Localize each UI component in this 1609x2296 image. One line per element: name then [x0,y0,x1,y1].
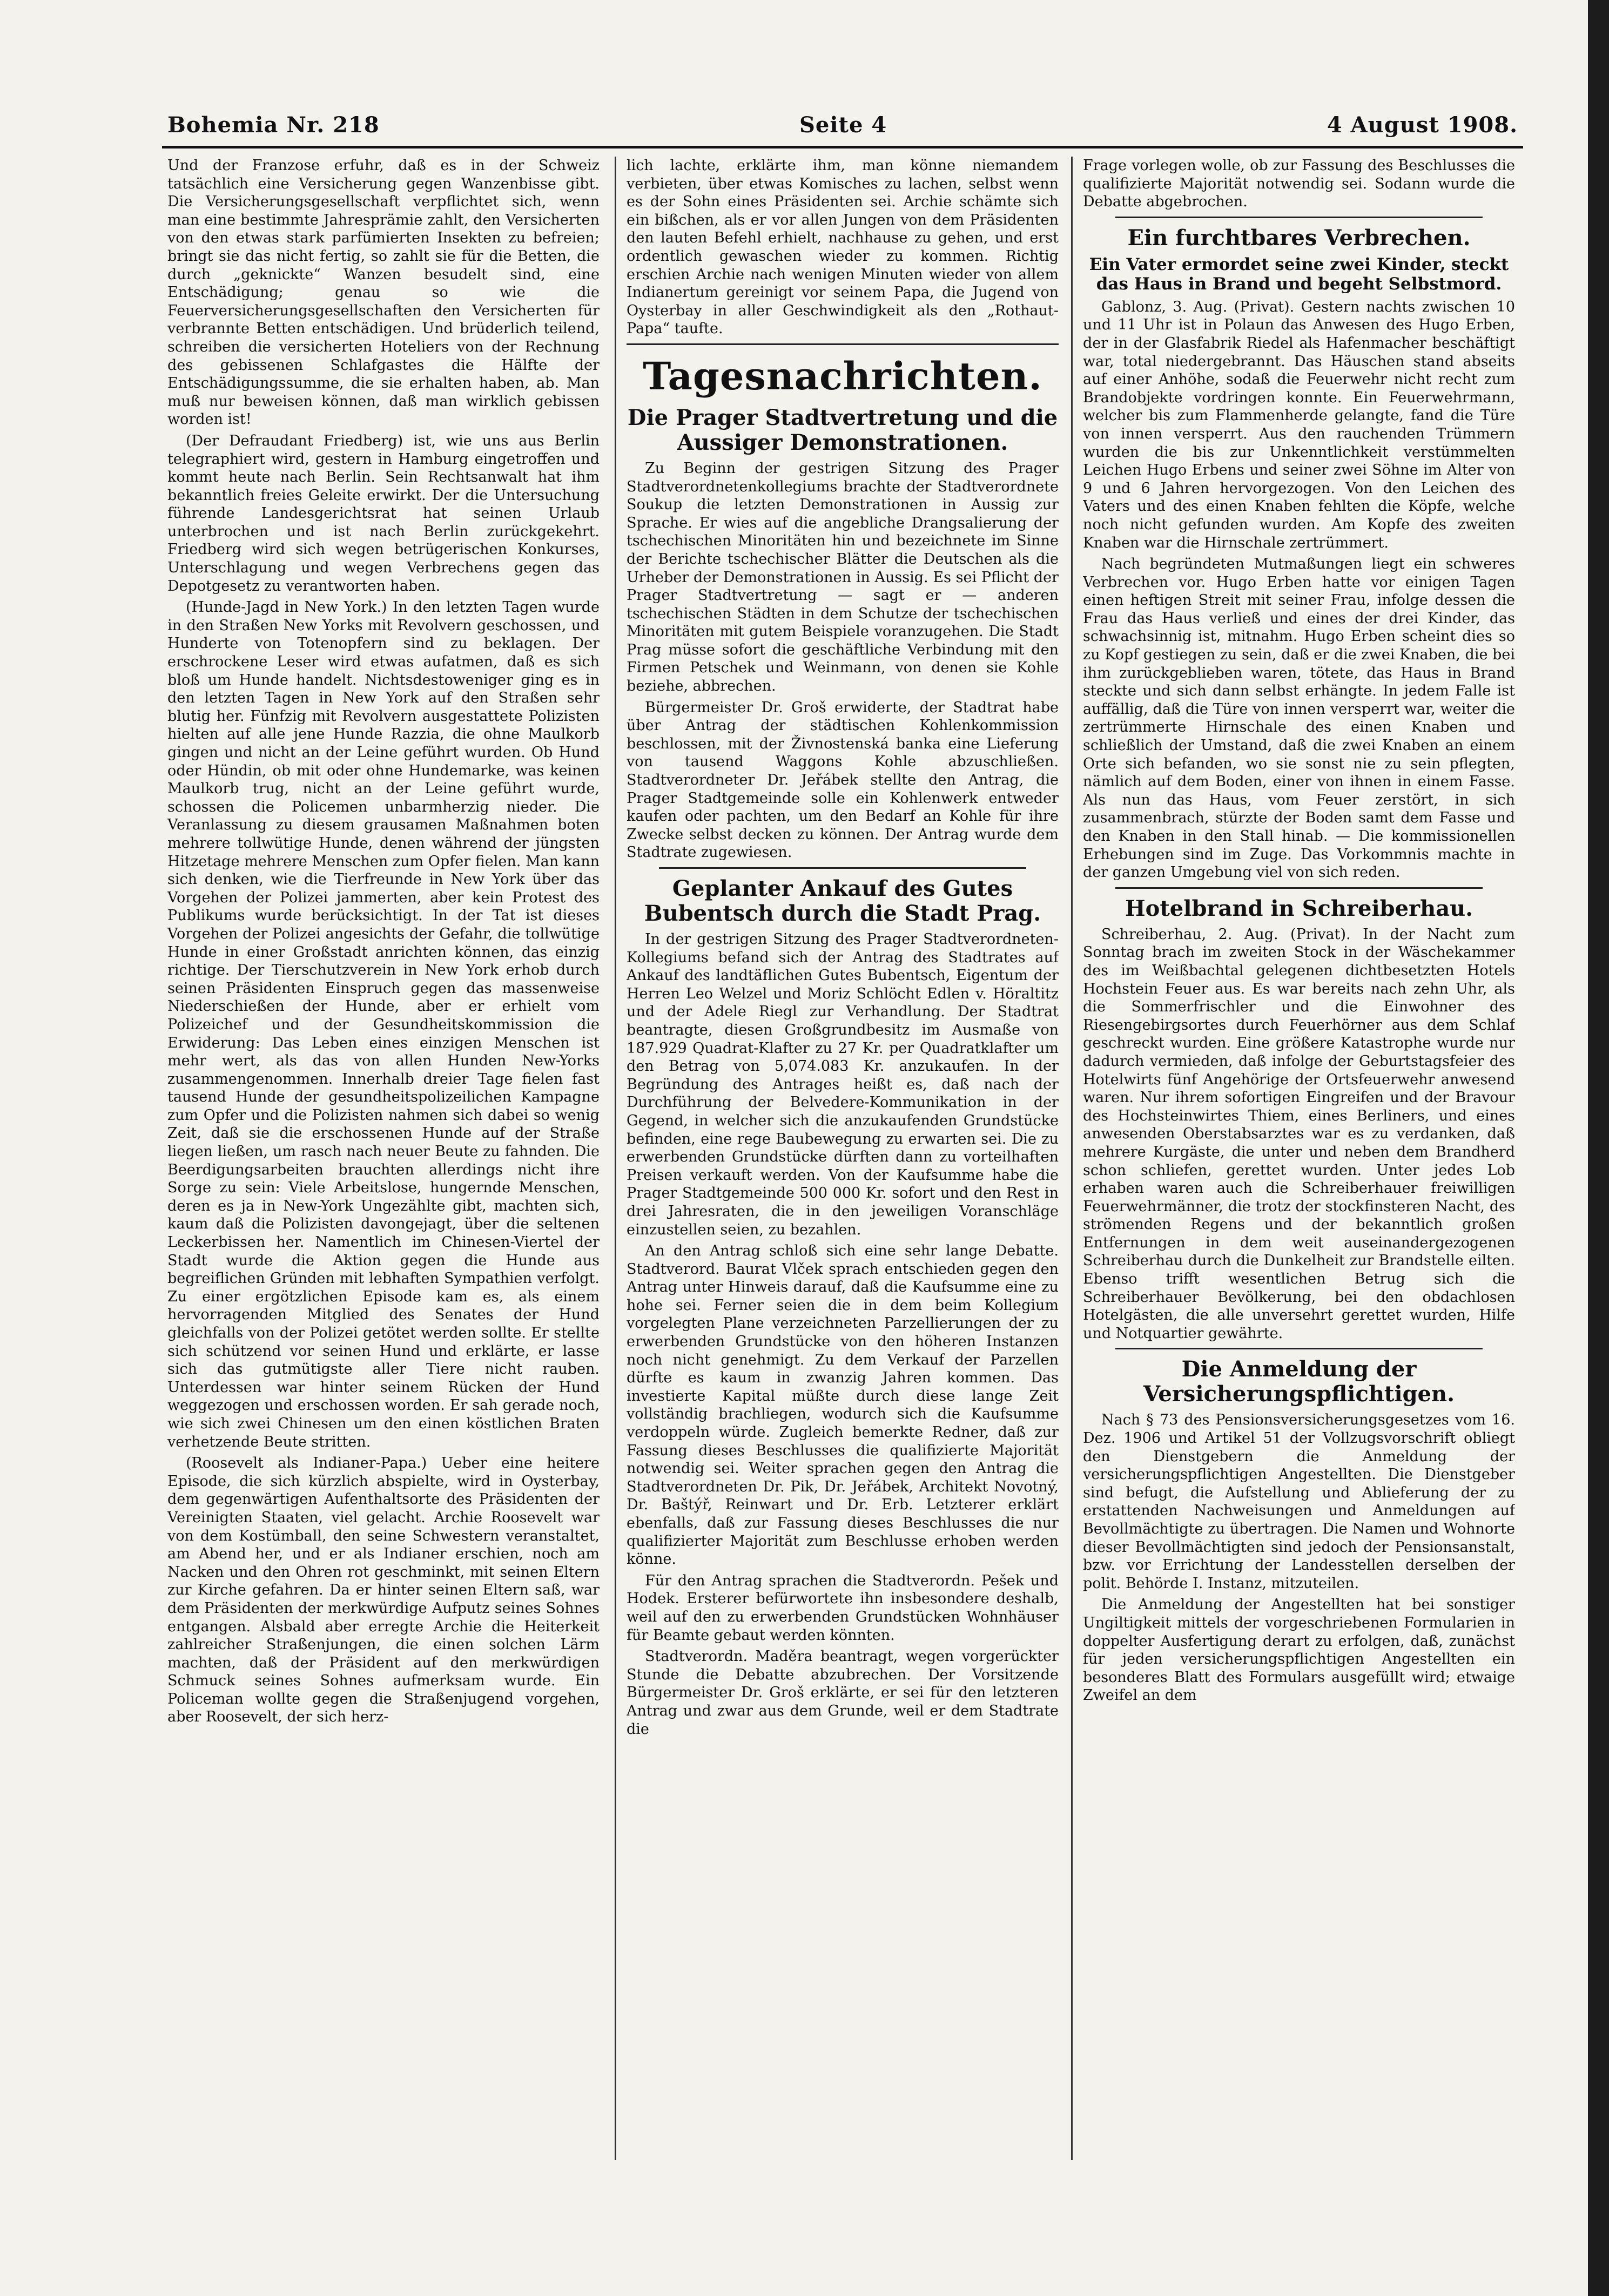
column-divider [1071,157,1073,2160]
article-paragraph: lich lachte, erklärte ihm, man könne niemandem verbieten, über etwas Komisches zu lachen, selbst wenn es der Sohn eines Präsidenten sei. Archie schämte sich ein bißchen, als er vor allen Jungen von dem Präsidenten den lauten Befehl erhielt, nachhause zu gehen, und erst ordentlich gewaschen wieder zu kommen. Richtig erschien Archie nach wenigen Minuten wieder von allem Indianertum gereinigt vor seinem Papa, die Jugend von Oysterbay in aller Geschwindigkeit als den „Rothaut-Papa“ taufte. [627,157,1059,337]
article-paragraph: (Der Defraudant Friedberg) ist, wie uns aus Berlin telegraphiert wird, gestern in Hamburg eingetroffen und kommt heute nach Berlin. Sein Rechtsanwalt hat ihm bekanntlich freies Geleite erwirkt. Der die Untersuchung führende Landesgerichtsrat hat seinen Urlaub unterbrochen und ist nach Berlin zurückgekehrt. Friedberg wird sich wegen betrügerischen Konkurses, Unterschlagung und wegen Verbrechens gegen das Depotgesetz zu verantworten haben. [167,432,600,595]
article-paragraph: Für den Antrag sprachen die Stadtverordn. Pešek und Hodek. Ersterer befürwortete ihn insbesondere deshalb, weil auf den zu erwerbenden Grundstücken Wohnhäuser für Beamte gebaut werden könnten. [627,1572,1059,1644]
article-paragraph: Stadtverordn. Maděra beantragt, wegen vorgerückter Stunde die Debatte abzubrechen. Der Vorsitzende Bürgermeister Dr. Groš erklärte, er sei für den letzteren Antrag und zwar aus dem Grunde, weil er dem Stadtrate die [627,1648,1059,1738]
article-rule [659,867,1026,869]
column-divider [615,157,616,2160]
article-paragraph: (Hunde-Jagd in New York.) In den letzten Tagen wurde in den Straßen New Yorks mit Revolvern geschossen, und Hunderte von Totenopfern sind zu beklagen. Der erschrockene Leser wird etwas aufatmen, daß es sich bloß um Hunde handelt. Nichtsdestoweniger ging es in den letzten Tagen in New York auf den Straßen sehr blutig her. Fünfzig mit Revolvern ausgestattete Polizisten hielten auf alle jene Hunde Razzia, die ohne Maulkorb gingen und nicht an der Leine geführt wurden. Ob Hund oder Hündin, ob mit oder ohne Hundemarke, was keinen Maulkorb trug, nicht an der Leine geführt wurde, schossen die Policemen unbarmherzig nieder. Die Veranlassung zu diesem grausamen Maßnahmen boten mehrere tollwütige Hunde, denen während der jüngsten Hitzetage mehrere Menschen zum Opfer fielen. Man kann sich denken, wie die Tierfreunde in New York über das Vorgehen der Polizei jammerten, aber kein Protest des Publikums wurde berücksichtigt. In der Tat ist dieses Vorgehen der Polizei angesichts der Gefahr, die tollwütige Hunde in einer Großstadt anrichten können, das einzig richtige. Der Tierschutzverein in New York erhob durch seinen Präsidenten Einspruch gegen das massenweise Niederschießen der Hunde, aber er erhielt vom Polizeichef und der Gesundheitskommission die Erwiderung: Das Leben eines einzigen Menschen ist mehr wert, als das von allen Hunden New-Yorks zusammengenommen. Innerhalb dreier Tage fielen fast tausend Hunde der gesundheitspolizeilichen Kampagne zum Opfer und die Polizisten nahmen sich dabei so wenig Zeit, daß sie die erschossenen Hunde auf der Straße liegen ließen, um rasch nach neuer Beute zu fahnden. Die Beerdigungsarbeiten brauchten allerdings nicht ihre Sorge zu sein: Viele Arbeitslose, hungernde Menschen, deren es ja in New-York Ungezählte gibt, machten sich, kaum daß die Polizisten davongejagt, über die seltenen Leckerbissen her. Namentlich im Chinesen-Viertel der Stadt wurde die Aktion gegen die Hunde aus begreiflichen Gründen mit lebhaften Sympathien verfolgt. Zu einer ergötzlichen Episode kam es, als einem hervorragenden Mitglied des Senates der Hund gleichfalls von der Polizei getötet werden sollte. Er stellte sich schützend vor seinen Hund und erklärte, er lasse sich das gutmütigste aller Tiere nicht rauben. Unterdessen war hinter seinem Rücken der Hund weggezogen und erschossen worden. Er sah gerade noch, wie sich zwei Chinesen um den einen köstlichen Braten verhetzende Beute stritten. [167,599,600,1450]
article-headline: Geplanter Ankauf des Gutes Bubentsch durch die Stadt Prag. [644,876,1041,926]
section-title: Tagesnachrichten. [643,353,1042,399]
article-paragraph: Und der Franzose erfuhr, daß es in der Schweiz tatsächlich eine Versicherung gegen Wanzenbisse gibt. Die Versicherungsgesellschaft verpflichtet sich, wenn man eine bestimmte Jahresprämie zahlt, den Versicherten von den etwas stark parfümierten Insekten zu befreien; bringt sie das nicht fertig, so zahlt sie für die Betten, die durch „geknickte“ Wanzen besudelt sind, eine Entschädigung; genau so wie die Feuerversicherungsgesellschaften den Versicherten für verbrannte Betten entschädigen. Und brüderlich teilend, schreiben die versicherten Hoteliers von der Rechnung des gebissenen Schlafgastes die Hälfte der Entschädigungssumme, die sie erhalten haben, ab. Man muß nur beweisen können, daß man wirklich gebissen worden ist! [167,157,600,428]
article-paragraph: An den Antrag schloß sich eine sehr lange Debatte. Stadtverord. Baurat Vlček sprach entschieden gegen den Antrag unter Hinweis darauf, daß die Kaufsumme eine zu hohe sei. Ferner seien die in dem beim Kollegium vorgelegten Plane verzeichneten Parzellierungen der zu erwerbenden Grundstücke von den höheren Instanzen noch nicht genehmigt. Zu dem Verkauf der Parzellen dürfte es kaum in zwanzig Jahren kommen. Das investierte Kapital müßte durch diese lange Zeit vollständig brachliegen, wodurch sich die Kaufsumme verdoppeln würde. Zugleich bemerkte Redner, daß zur Fassung dieses Beschlusses die qualifizierte Majorität notwendig sei. Weiter sprachen gegen den Antrag die Stadtverordneten Dr. Pik, Dr. Jeřábek, Architekt Novotný, Dr. Baštýř, Reinwart und Dr. Erb. Letzterer erklärt ebenfalls, daß zur Fassung dieses Beschlusses die nur qualifizierter Majorität zum Beschlusse erhoben werden könne. [627,1242,1059,1568]
issue-date: 4 August 1908. [1327,112,1518,138]
masthead-issue: Bohemia Nr. 218 [167,112,380,138]
section-rule [627,343,1059,345]
column-3 [1083,157,1515,2160]
article-headline: Hotelbrand in Schreiberhau. [1125,895,1473,921]
header-rule [162,146,1523,148]
article-rule [1115,887,1483,889]
article-paragraph: Zu Beginn der gestrigen Sitzung des Prager Stadtverordnetenkollegiums brachte der Stadtverordnete Soukup die letzten Demonstrationen in Aussig zur Sprache. Er wies auf die angebliche Drangsalierung der tschechischen Minoritäten hin und bezeichnete im Sinne der Berichte tschechischer Blätter die Deutschen als die Urheber der Demonstrationen in Aussig. Es sei Pflicht der Prager Stadtvertretung — sagt er — anderen tschechischen Städten in dem Schutze der tschechischen Minoritäten mit gutem Beispiele voranzugehen. Die Stadt Prag müsse sofort die geschäftliche Verbindung mit den Firmen Petschek und Weinmann, von denen sie Kohle beziehe, abbrechen. [627,460,1059,695]
article-paragraph: Nach § 73 des Pensionsversicherungsgesetzes vom 16. Dez. 1906 und Artikel 51 der Vollzugsvorschrift obliegt den Dienstgebern die Anmeldung der versicherungspflichtigen Angestellten. Die Dienstgeber sind befugt, die Aufstellung und Ablieferung der zu erstattenden Nachweisungen und Anmeldungen auf Bevollmächtigte zu übertragen. Die Namen und Wohnorte dieser Bevollmächtigten sind jedoch der Pensionsanstalt, bzw. vor Errichtung der Landesstellen derselben der polit. Behörde I. Instanz, mitzuteilen. [1083,1412,1515,1592]
page-header [167,112,1518,145]
article-paragraph: Gablonz, 3. Aug. (Privat). Gestern nachts zwischen 10 und 11 Uhr ist in Polaun das Anwesen des Hugo Erben, der in der Glasfabrik Riedel als Hafenmacher beschäftigt war, total niedergebrannt. Das Häuschen stand abseits auf einer Anhöhe, sodaß die Feuerwehr nicht recht zum Brandobjekte vordringen konnte. Ein Feuerwehrmann, welcher bis zum Flammenherde gelangte, fand die Türe von innen versperrt. Aus den rauchenden Trümmern wurden die bis zur Unkenntlichkeit verstümmelten Leichen Hugo Erbens und seiner zwei Söhne im Alter von 9 und 6 Jahren hervorgezogen. Von den Leichen des Vaters und des einen Knaben fehlten die Köpfe, welche noch nicht gefunden wurden. Am Kopfe des zweiten Knaben war die Hirnschale zertrümmert. [1083,298,1515,551]
column-1 [167,157,600,2160]
article-paragraph: In der gestrigen Sitzung des Prager Stadtverordneten-Kollegiums befand sich der Antrag des Stadtrates auf Ankauf des landtäflichen Gutes Bubentsch, Eigentum der Herren Leo Welzel und Moriz Schlöcht Edlen v. Höraltitz und der Adele Riegl zur Verhandlung. Der Stadtrat beantragte, diesen Großgrundbesitz im Ausmaße von 187.929 Quadrat-Klafter zu 27 Kr. per Quadratklafter um den Betrag von 5,074.083 Kr. anzukaufen. In der Begründung des Antrages heißt es, daß nach der Durchführung der Belvedere-Kommunikation in der Gegend, in welcher sich die anzukaufenden Grundstücke befinden, eine rege Baubewegung zu erwarten sei. Die zu erwerbenden Grundstücke dürften dann zu vorteilhaften Preisen verkauft werden. Von der Kaufsumme habe die Prager Stadtgemeinde 500 000 Kr. sofort und den Rest in drei Jahresraten, die in den jeweiligen Voranschläge einzustellen seien, zu bezahlen. [627,931,1059,1238]
column-2 [627,157,1059,2160]
article-paragraph: (Roosevelt als Indianer-Papa.) Ueber eine heitere Episode, die sich kürzlich abspielte, wird in Oysterbay, dem gegenwärtigen Aufenthaltsorte des Präsidenten der Vereinigten Staaten, viel gelacht. Archie Roosevelt war von dem Kostümball, den seine Schwestern veranstaltet, am Abend her, und er als Indianer erschien, noch am Nacken und den Ohren rot geschminkt, mit seinen Eltern zur Kirche gefahren. Da er hinter seinen Eltern saß, war dem Präsidenten der merkwürdige Aufputz seines Sohnes entgangen. Alsbald aber erregte Archie die Heiterkeit zahlreicher Straßenjungen, die einen solchen Lärm machten, daß der Präsident auf den merkwürdigen Schmuck seines Sohnes aufmerksam wurde. Ein Policeman wollte gegen die Straßenjugend vorgehen, aber Roosevelt, der sich herz- [167,1455,600,1726]
article-subheadline: Ein Vater ermordet seine zwei Kinder, steckt das Haus in Brand und begeht Selbstmord. [1089,254,1509,294]
scan-edge [1588,0,1609,2296]
article-paragraph: Schreiberhau, 2. Aug. (Privat). In der Nacht zum Sonntag brach im zweiten Stock in der Wäschekammer des im Weißbachtal gelegenen dichtbesetzten Hotels Hochstein Feuer aus. Es war bereits nach zehn Uhr, als die Sommerfrischler und die Einwohner des Riesengebirgsortes durch Feuerhörner aus dem Schlaf geschreckt wurden. Eine größere Katastrophe wurde nur dadurch vermieden, daß infolge der Geburtstagsfeier des Hotelwirts fünf Angehörige der Ortsfeuerwehr anwesend waren. Nur ihrem sofortigen Eingreifen und der Bravour des Hochsteinwirtes Thiem, eines Berliners, und eines anwesenden Oberstabsarztes war es zu verdanken, daß mehrere Kurgäste, die unter und neben dem Brandherd schon schliefen, gerettet wurden. Unter jedes Lob erhaben waren auch die Schreiberhauer freiwilligen Feuerwehrmänner, die trotz der stockfinsteren Nacht, des strömenden Regens und der bekanntlich großen Entfernungen in dem weit auseinandergezogenen Schreiberhau durch die Dunkelheit zur Brandstelle eilten. Ebenso trifft wesentlichen Betrug sich die Schreiberhauer Bevölkerung, bei den obdachlosen Hotelgästen, die alle unversehrt gerettet wurden, Hilfe und Notquartier gewährte. [1083,926,1515,1342]
article-headline: Ein furchtbares Verbrechen. [1127,225,1471,251]
article-paragraph: Bürgermeister Dr. Groš erwiderte, der Stadtrat habe über Antrag der städtischen Kohlenkommission beschlossen, mit der Živnostenská banka eine Lieferung von tausend Waggons Kohle abzuschließen. Stadtverordneter Dr. Jeřábek stellte den Antrag, die Prager Stadtgemeinde solle ein Kohlenwerk entweder kaufen oder pachten, um den Bedarf an Kohle für ihre Zwecke selbst decken zu können. Der Antrag wurde dem Stadtrate zugewiesen. [627,699,1059,861]
article-rule [1115,1348,1483,1349]
article-headline: Die Anmeldung der Versicherungspflichtigen. [1143,1356,1455,1407]
page-number: Seite 4 [799,112,887,138]
article-paragraph: Die Anmeldung der Angestellten hat bei sonstiger Ungiltigkeit mittels der vorgeschriebenen Formularien in doppelter Ausfertigung derart zu erfolgen, daß, zunächst für jeden versicherungspflichtigen Angestellten ein besonderes Blatt des Formulars ausgefüllt wird; etwaige Zweifel an dem [1083,1596,1515,1704]
article-rule [1115,217,1483,218]
article-headline: Die Prager Stadtvertretung und die Aussiger Demonstrationen. [627,404,1058,455]
article-paragraph: Frage vorlegen wolle, ob zur Fassung des Beschlusses die qualifizierte Majorität notwendig sei. Sodann wurde die Debatte abgebrochen. [1083,157,1515,211]
article-paragraph: Nach begründeten Mutmaßungen liegt ein schweres Verbrechen vor. Hugo Erben hatte vor einigen Tagen einen heftigen Streit mit seiner Frau, infolge dessen die Frau das Haus verließ und eines der drei Kinder, das schwachsinnig ist, mitnahm. Hugo Erben scheint dies so zu Kopf gestiegen zu sein, daß er die zwei Knaben, die bei ihm zurückgeblieben waren, tötete, das Haus in Brand steckte und sich dann selbst erhängte. In jedem Falle ist auffällig, daß die Türe von innen versperrt war, weiter die zertrümmerte Hirnschale des einen Knaben und schließlich der Umstand, daß die zwei Knaben an einem Orte sich befanden, wo sie sonst nie zu sein pflegten, nämlich auf dem Boden, einer von ihnen in einem Fasse. Als nun das Haus, vom Feuer zerstört, in sich zusammenbrach, stürzte der Boden samt dem Fasse und den Knaben in den Stall hinab. — Die kommissionellen Erhebungen sind im Zuge. Das Vorkommnis machte in der ganzen Umgebung viel von sich reden. [1083,556,1515,881]
